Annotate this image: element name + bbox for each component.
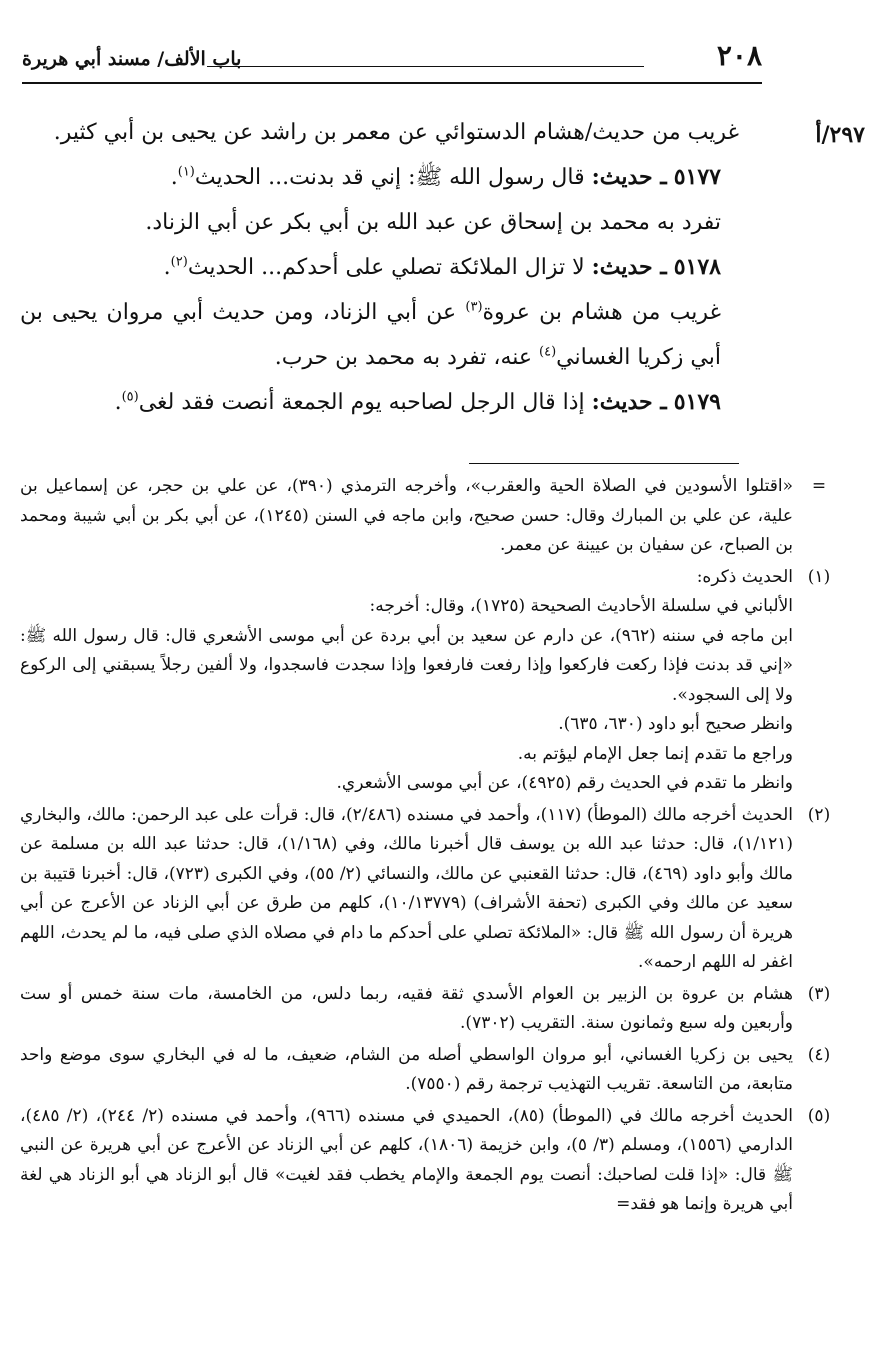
hadith-label: ـ حديث: — [591, 254, 667, 280]
footnote-line: «اقتلوا الأسودين في الصلاة الحية والعقرب»، وأخرجه الترمذي (٣٩٠)، عن علي بن حجر، عن إسماعيل بن علية، عن علي بن المبارك وقال: حسن صحيح، وابن ماجه في السنن (١٢٤٥)، عن أبي بكر بن أبي شيبة ومحمد بن الصباح، عن سفيان بن عيينة عن معمر. — [20, 476, 794, 555]
main-text — [20, 110, 739, 425]
hadith-text: لا تزال الملائكة تصلي على أحدكم... الحديث — [187, 255, 585, 280]
footnote-line: يحيى بن زكريا الغساني، أبو مروان الواسطي أصله من الشام، ضعيف، ما له في البخاري سوى موضع واحد متابعة، من التاسعة. تقريب التهذيب ترجمة رقم (٧٥٥٠). — [20, 1044, 793, 1094]
footnote-line: وراجع ما تقدم إنما جعل الإمام ليؤتم به. — [517, 743, 793, 764]
footnote-4 — [20, 1041, 831, 1100]
footnote-mark: (٢) — [807, 804, 831, 825]
footnote-line: وانظر صحيح أبو داود (٦٣٠، ٦٣٥). — [558, 714, 793, 734]
note-text: عن أبي الزناد، ومن حديث أبي مروان يحيى بن أبي زكريا الغساني — [20, 300, 721, 370]
footnote-mark: = — [811, 476, 827, 496]
header-inner-rule — [207, 66, 644, 67]
footnotes — [20, 472, 831, 1222]
note-paragraph: تفرد به محمد بن إسحاق عن عبد الله بن أبي بكر عن أبي الزناد. — [145, 210, 721, 235]
hadith-5178: ٥١٧٨ ـ حديث: لا تزال الملائكة تصلي على أحدكم... الحديث$^{(٢)}$. — [163, 254, 721, 280]
footnote-line: الحديث أخرجه مالك (الموطأ) (١١٧)، وأحمد في مسنده (٢/٤٨٦)، قال: قرأت على عبد الرحمن: مالك، والبخاري (١/١٢١)، قال: حدثنا عبد الله بن يوسف قال أخبرنا مالك، وفي (١/١٦٨)، قال: حدثنا عبد الله بن مسلمة عن مالك وأبو داود (٤٦٩)، قال: حدثنا القعنبي عن مالك، والنسائي (٢/ ٥٥)، وفي الكبرى (٧٢٣)، قال: أخبرنا قتيبة بن سعيد عن مالك وفي الكبرى (تحفة الأشراف) (١٠/١٣٧٧٩)، كلهم من طرق عن أبي الزناد عن الأعرج عن أبي هريرة أن رسول الله ﷺ قال: «الملائكة تصلي على أحدكم ما دام في مصلاه الذي صلى فيه، ما لم يحدث، اللهم اغفر له اللهم ارحمه». — [20, 804, 794, 972]
footnote-line: الألباني في سلسلة الأحاديث الصحيحة (١٧٢٥)، وقال: أخرجه: — [369, 596, 793, 616]
footnote-continuation — [20, 472, 827, 561]
hadith-label: ـ حديث: — [591, 164, 667, 190]
footnote-3 — [20, 980, 831, 1039]
footnote-5 — [20, 1102, 831, 1220]
footnote-ref[interactable]: (٢) — [170, 254, 188, 270]
hadith-number: ٥١٧٩ — [673, 389, 721, 415]
running-title: باب الألف/ مسند أبي هريرة — [22, 48, 242, 70]
page-header — [22, 38, 762, 78]
hadith-5179: ٥١٧٩ ـ حديث: إذا قال الرجل لصاحبه يوم الجمعة أنصت فقد لغى$^{(٥)}$. — [114, 389, 721, 415]
footnote-ref[interactable]: (٥) — [121, 389, 139, 405]
hadith-text: قال رسول الله ﷺ: إني قد بدنت... الحديث — [194, 165, 585, 190]
footnote-1 — [20, 563, 831, 799]
header-rule — [22, 82, 762, 84]
footnote-line: هشام بن عروة بن الزبير بن العوام الأسدي ثقة فقيه، ربما دلس، من الخامسة، مات سنة خمس أو ست وأربعين وله سبع وثمانون سنة. التقريب (٧٣٠٢). — [20, 983, 793, 1033]
footnote-ref[interactable]: (١) — [177, 164, 195, 180]
footnote-line: الحديث أخرجه مالك في (الموطأ) (٨٥)، الحميدي في مسنده (٩٦٦)، وأحمد في مسنده (٢/ ٢٤٤)، (٢/ ٤٨٥)، الدارمي (١٥٥٦)، ومسلم (٣/ ٥)، وابن خزيمة (١٨٠٦)، كلهم عن أبي الزناد عن الأعرج عن أبي هريرة عن النبي ﷺ قال: «إذا قلت لصاحبك: أنصت يوم الجمعة والإمام يخطب فقد لغيت» قال أبو الزناد هي أبو الزناد هي لغة أبي هريرة وإنما هو فقد= — [20, 1105, 794, 1214]
footnote-line: ابن ماجه في سننه (٩٦٢)، عن دارم عن سعيد بن أبي بردة عن أبي موسى الأشعري قال: قال رسول الله ﷺ: «إني قد بدنت فإذا ركعت فاركعوا وإذا رفعت فارفعوا وإذا سجدت فاسجدوا، ولا ألفين رجلاً يسبقني إلى الركوع ولا إلى السجود». — [20, 625, 793, 705]
page-number: ٢٠٨ — [716, 39, 762, 72]
hadith-number: ٥١٧٧ — [673, 164, 721, 190]
note-paragraph — [20, 290, 739, 380]
hadith-number: ٥١٧٨ — [673, 254, 721, 280]
footnote-mark: (٤) — [807, 1044, 831, 1065]
intro-paragraph: غريب من حديث/هشام الدستوائي عن معمر بن راشد عن يحيى بن أبي كثير. — [53, 120, 739, 145]
note-text: عنه، تفرد به محمد بن حرب. — [274, 345, 533, 370]
margin-manuscript-ref: ٢٩٧/أ — [815, 122, 865, 148]
hadith-label: ـ حديث: — [591, 389, 667, 415]
footnote-ref[interactable]: (٤) — [539, 344, 557, 360]
footnote-mark: (٣) — [807, 983, 831, 1004]
footnote-line: الحديث ذكره: — [696, 566, 793, 587]
note-text: غريب من هشام بن عروة — [482, 300, 721, 325]
footnote-ref[interactable]: (٣) — [465, 299, 483, 315]
footnote-line: وانظر ما تقدم في الحديث رقم (٤٩٢٥)، عن أبي موسى الأشعري. — [336, 773, 793, 793]
footnote-2 — [20, 801, 831, 978]
hadith-text: إذا قال الرجل لصاحبه يوم الجمعة أنصت فقد لغى — [138, 390, 585, 415]
footnote-mark: (٥) — [807, 1105, 831, 1126]
hadith-5177: ٥١٧٧ ـ حديث: قال رسول الله ﷺ: إني قد بدنت... الحديث$^{(١)}$. — [170, 164, 721, 190]
footnote-mark: (١) — [807, 566, 831, 587]
footnote-separator — [469, 463, 739, 464]
